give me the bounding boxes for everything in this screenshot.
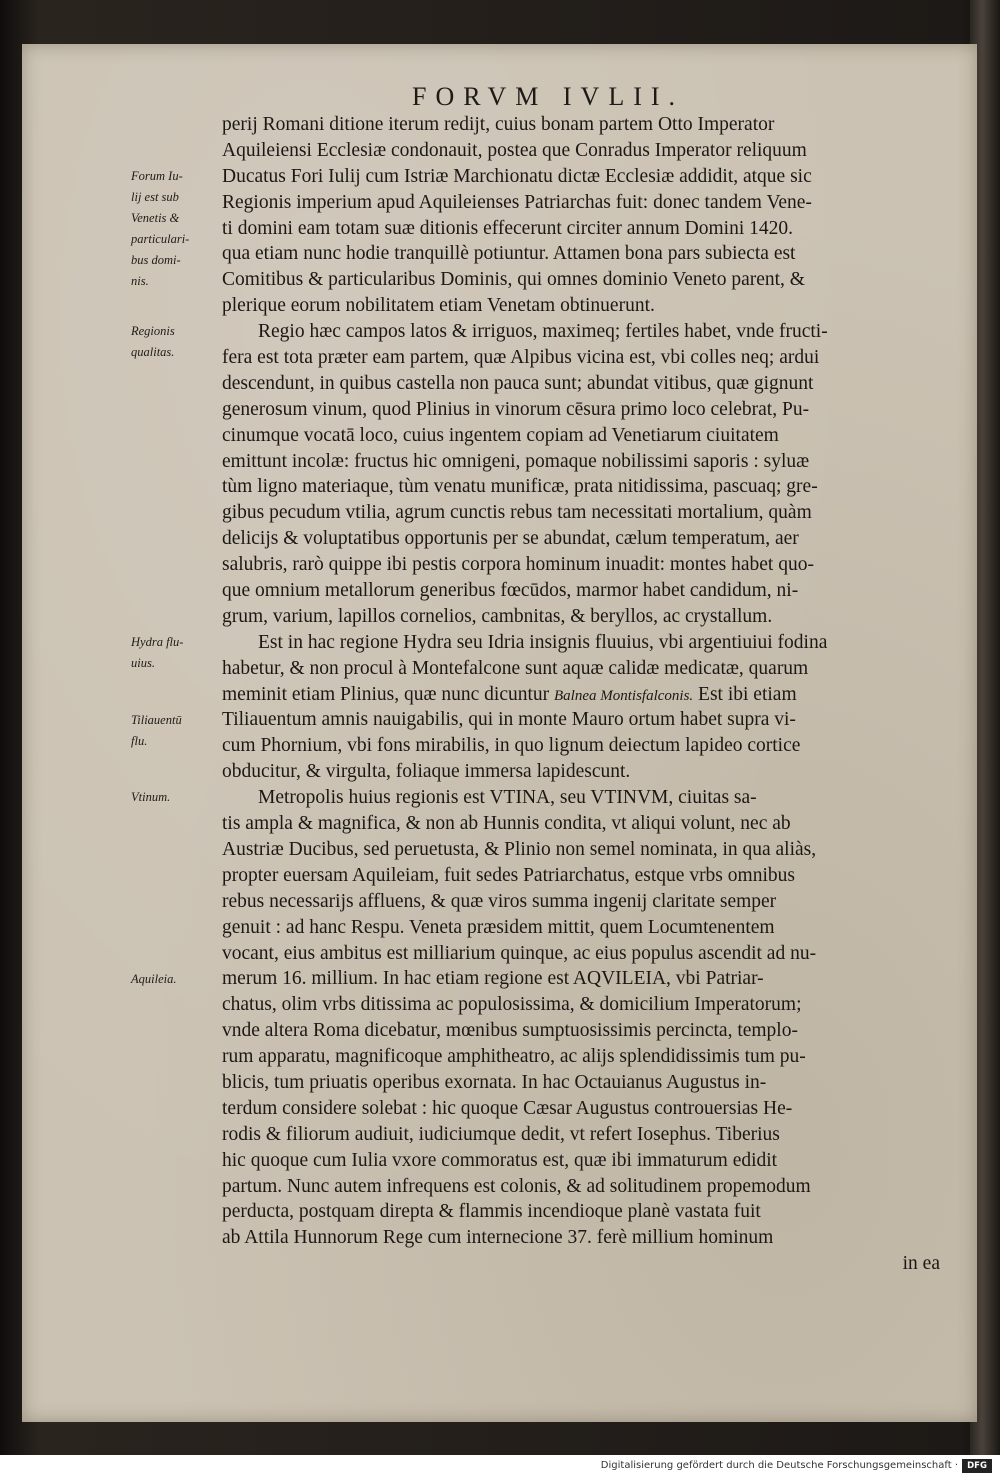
text-line-content: habetur, & non procul à Montefalcone sunt aquæ calidæ medicatæ, quarum bbox=[222, 657, 809, 679]
text-line-content: cinumque vocatā loco, cuius ingentem copiam ad Venetiarum ciuitatem bbox=[222, 424, 779, 446]
text-line bbox=[222, 915, 962, 941]
text-line bbox=[222, 941, 962, 967]
text-line-content: tis ampla & magnifica, & non ab Hunnis condita, vt aliqui volunt, nec ab bbox=[222, 813, 791, 835]
text-line bbox=[222, 526, 962, 552]
text-line-content: tùm ligno materiaque, tùm venatu munificæ, prata nitidissima, pascuaq; gre- bbox=[222, 476, 818, 498]
text-line bbox=[222, 423, 962, 449]
text-line-content: perij Romani ditione iterum redijt, cuius bonam partem Otto Imperator bbox=[222, 114, 775, 135]
text-line-content: Est in hac regione Hydra seu Idria insignis fluuius, vbi argentiuiui fodina bbox=[258, 631, 828, 653]
text-line-content: vocant, eius ambitus est milliarium quinque, ac eius populus ascendit ad nu- bbox=[222, 942, 817, 964]
text-line bbox=[222, 1148, 962, 1174]
text-line bbox=[222, 474, 962, 500]
marginal-note-line: Regionis bbox=[131, 324, 175, 339]
text-line-content: Regio hæc campos latos & irriguos, maximeq; fertiles habet, vnde fructi- bbox=[258, 321, 828, 343]
text-line bbox=[222, 1018, 962, 1044]
text-line-content: gibus pecudum vtilia, agrum cunctis rebus tam necessitati mortalium, quàm bbox=[222, 502, 812, 524]
text-line bbox=[222, 449, 962, 475]
text-line-content: salubris, rarò quippe ibi pestis corpora hominum inuadit: montes habet quo- bbox=[222, 554, 814, 576]
marginal-note-line: uius. bbox=[131, 656, 155, 670]
text-line bbox=[222, 190, 962, 216]
marginal-note-line: nis. bbox=[131, 273, 149, 288]
marginalia bbox=[0, 0, 190, 986]
text-line bbox=[222, 759, 962, 785]
marginal-note-line: Hydra flu- bbox=[131, 635, 184, 649]
text-line-content: partum. Nunc autem infrequens est colonis, & ad solitudinem propemodum bbox=[222, 1175, 811, 1197]
text-line-content: emittunt incolæ: fructus hic omnigeni, pomaque nobilissimi saporis : syluæ bbox=[222, 450, 810, 472]
text-line-content: Metropolis huius regionis est VTINA, seu VTINVM, ciuitas sa- bbox=[258, 787, 757, 809]
text-line-content: blicis, tum priuatis operibus exornata. In hac Octauianus Augustus in- bbox=[222, 1071, 767, 1093]
text-line bbox=[222, 966, 962, 992]
text-line bbox=[222, 1174, 962, 1200]
text-line-content: que omnium metallorum generibus fœcūdos, marmor habet candidum, ni- bbox=[222, 580, 799, 602]
text-line bbox=[222, 656, 962, 682]
marginal-note-line: Venetis & bbox=[131, 210, 180, 225]
text-line-content: Regionis imperium apud Aquileienses Patriarchas fuit: donec tandem Vene- bbox=[222, 191, 812, 213]
marginal-note-line: Vtinum. bbox=[131, 790, 171, 805]
text-line-content: hic quoque cum Iulia vxore commoratus est, quæ ibi immaturum edidit bbox=[222, 1149, 778, 1171]
text-line-content: Comitibus & particularibus Dominis, qui omnes dominio Veneto parent, & bbox=[222, 269, 805, 291]
text-line-content: Aquileiensi Ecclesiæ condonauit, postea que Conradus Imperator reliquum bbox=[222, 139, 807, 161]
text-line-content: genuit : ad hanc Respu. Veneta præsidem mittit, quem Locumtenentem bbox=[222, 916, 775, 938]
text-line-content: merum 16. millium. In hac etiam regione est AQVILEIA, vbi Patriar- bbox=[222, 968, 764, 990]
text-line-content: rodis & filiorum audiuit, iudiciumque dedit, vt refert Iosephus. Tiberius bbox=[222, 1123, 780, 1145]
marginal-note-line: bus domi- bbox=[131, 252, 181, 267]
text-line-content: rebus necessarijs affluens, & quæ viros summa ingenij claritate semper bbox=[222, 890, 777, 912]
text-line bbox=[222, 371, 962, 397]
text-line bbox=[222, 1199, 962, 1225]
text-line-content: qua etiam nunc hodie tranquillè potiuntur. Attamen bona pars subiecta est bbox=[222, 243, 796, 265]
text-line-content: cum Phornium, vbi fons mirabilis, in quo lignum deiectum lapideo cortice bbox=[222, 735, 801, 757]
text-line bbox=[222, 293, 962, 319]
marginal-note bbox=[131, 969, 221, 990]
text-line bbox=[222, 785, 962, 811]
text-line-content: plerique eorum nobilitatem etiam Venetam obtinuerunt. bbox=[222, 295, 655, 317]
text-line bbox=[222, 164, 962, 190]
text-line bbox=[222, 112, 962, 138]
running-head: FORVM IVLII. bbox=[412, 82, 685, 111]
text-line bbox=[222, 630, 962, 656]
body-text bbox=[222, 112, 962, 1277]
text-line-content: rum apparatu, magnificoque amphitheatro, ac alijs splendidissimis tum pu- bbox=[222, 1046, 806, 1068]
text-line bbox=[222, 707, 962, 733]
text-line bbox=[222, 733, 962, 759]
marginal-note-line: qualitas. bbox=[131, 345, 175, 360]
marginal-note-line: Aquileia. bbox=[131, 971, 177, 986]
text-line bbox=[222, 241, 962, 267]
text-line bbox=[222, 345, 962, 371]
text-line-content: ti domini eam totam suæ ditionis effecerunt circiter annum Domini 1420. bbox=[222, 217, 793, 239]
text-line-content: delicijs & voluptatibus opportunis per se abundat, cælum temperatum, aer bbox=[222, 528, 799, 550]
marginal-note-line: particulari- bbox=[131, 231, 190, 246]
text-line bbox=[222, 578, 962, 604]
italic-phrase: Balnea Montisfalconis. bbox=[554, 687, 694, 704]
marginal-note bbox=[131, 166, 221, 292]
text-line-content: Ducatus Fori Iulij cum Istriæ Marchionatu dictæ Ecclesiæ addidit, atque sic bbox=[222, 165, 812, 187]
text-line-content: grum, varium, lapillos cornelios, cambnitas, & beryllos, ac crystallum. bbox=[222, 605, 773, 627]
marginal-note bbox=[131, 710, 221, 752]
marginal-note-line: lij est sub bbox=[131, 189, 179, 204]
text-line bbox=[222, 319, 962, 345]
text-line-content: chatus, olim vrbs ditissima ac populosissima, & domicilium Imperatorum; bbox=[222, 994, 802, 1016]
text-line bbox=[222, 992, 962, 1018]
text-line bbox=[222, 682, 962, 708]
text-line-content: ab Attila Hunnorum Rege cum internecione 37. ferè millium hominum bbox=[222, 1227, 774, 1249]
text-line-content: generosum vinum, quod Plinius in vinorum cēsura primo loco celebrat, Pu- bbox=[222, 398, 810, 420]
text-line-content: meminit etiam Plinius, quæ nunc dicuntur bbox=[222, 683, 550, 705]
marginal-note bbox=[131, 321, 221, 363]
text-line bbox=[222, 552, 962, 578]
text-line bbox=[222, 837, 962, 863]
text-line-content: vnde altera Roma dicebatur, mœnibus sumptuosissimis percincta, templo- bbox=[222, 1020, 798, 1042]
marginal-note bbox=[131, 787, 221, 808]
footer-credit: Digitalisierung gefördert durch die Deutsche Forschungsgemeinschaft · bbox=[600, 1460, 958, 1471]
text-line bbox=[222, 889, 962, 915]
text-line bbox=[222, 1070, 962, 1096]
text-line bbox=[222, 267, 962, 293]
text-line-content: descendunt, in quibus castella non pauca sunt; abundat vitibus, quæ gignunt bbox=[222, 372, 814, 394]
text-line bbox=[222, 1044, 962, 1070]
marginal-note bbox=[131, 632, 221, 674]
text-line-content: terdum considere solebat : hic quoque Cæsar Augustus controuersias He- bbox=[222, 1097, 793, 1119]
text-line-content: perducta, postquam direpta & flammis incendioque planè vastata fuit bbox=[222, 1201, 761, 1223]
text-line-content: Austriæ Ducibus, sed peruetusta, & Plinio non semel nominata, in qua aliàs, bbox=[222, 838, 817, 860]
text-line-content: fera est tota præter eam partem, quæ Alpibus vicina est, vbi colles neq; ardui bbox=[222, 347, 820, 369]
text-line bbox=[222, 397, 962, 423]
text-line bbox=[222, 863, 962, 889]
marginal-note-line: Forum Iu- bbox=[131, 168, 183, 183]
text-line-tail: Est ibi etiam bbox=[693, 683, 797, 705]
text-line bbox=[222, 1096, 962, 1122]
marginal-note-line: Tiliauentū bbox=[131, 712, 182, 727]
text-line-content: obducitur, & virgulta, foliaque immersa lapidescunt. bbox=[222, 761, 631, 783]
text-line bbox=[222, 500, 962, 526]
text-line bbox=[222, 138, 962, 164]
text-line bbox=[222, 216, 962, 242]
catchword: in ea bbox=[902, 1253, 940, 1275]
text-line bbox=[222, 1122, 962, 1148]
text-line bbox=[222, 604, 962, 630]
marginal-note-line: flu. bbox=[131, 733, 148, 748]
text-line bbox=[222, 1225, 962, 1251]
text-line bbox=[222, 811, 962, 837]
dfg-logo: DFG bbox=[962, 1459, 992, 1473]
text-line-content: Tiliauentum amnis nauigabilis, qui in monte Mauro ortum habet supra vi- bbox=[222, 709, 796, 731]
text-line-content: propter euersam Aquileiam, fuit sedes Patriarchatus, estque vrbs omnibus bbox=[222, 864, 795, 886]
